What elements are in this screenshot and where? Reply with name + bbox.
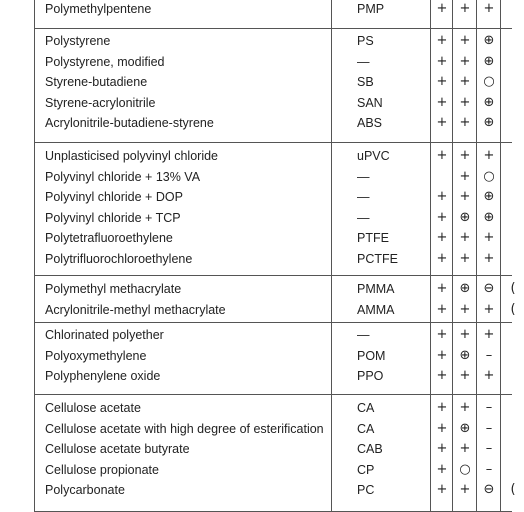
polymer-abbreviation: PMMA: [357, 282, 395, 296]
resistance-mark-col1: +: [436, 461, 448, 477]
resistance-mark-col1: +: [436, 301, 448, 317]
resistance-mark-col1: +: [436, 368, 448, 384]
polymer-abbreviation: PPO: [357, 369, 384, 384]
table-group-4: [34, 276, 516, 323]
resistance-mark-col2: +: [459, 33, 471, 48]
polymer-name: Polytrifluorochloroethylene: [45, 252, 193, 266]
resistance-mark-col1: +: [436, 230, 448, 246]
polymer-name: Cellulose propionate: [45, 462, 159, 477]
resistance-mark-col2: ⊕: [459, 347, 471, 363]
resistance-mark-col3: +: [483, 327, 495, 342]
resistance-mark-col2: +: [459, 368, 471, 384]
resistance-mark-col3: ⊕: [483, 53, 495, 69]
resistance-mark-col1: +: [436, 33, 448, 48]
resistance-mark-col1: +: [436, 327, 448, 342]
polymer-abbreviation: PMP: [357, 2, 385, 16]
table-group-1: [34, 0, 512, 29]
polymer-abbreviation: —: [357, 169, 370, 184]
resistance-mark-col3: ⊕: [483, 189, 495, 205]
table-row: [34, 73, 512, 93]
table-row: [34, 147, 512, 167]
resistance-mark-col2: ⊕: [459, 420, 471, 436]
table-row: [34, 440, 512, 460]
resistance-mark-col3: –: [485, 420, 493, 436]
polymer-name: Acrylonitrile-methyl methacrylate: [45, 302, 226, 317]
resistance-mark-col1: +: [436, 420, 448, 436]
resistance-mark-col2: +: [459, 74, 471, 90]
table-row: [34, 209, 512, 229]
table-row: [34, 347, 512, 367]
polymer-name: Polystyrene: [45, 34, 111, 48]
resistance-mark-col1: +: [436, 209, 448, 225]
table-row: [34, 53, 512, 73]
table-row: [34, 94, 512, 114]
resistance-mark-col2: +: [459, 251, 471, 266]
polymer-name: Styrene-acrylonitrile: [45, 95, 156, 110]
polymer-abbreviation: CA: [357, 421, 375, 436]
polymer-name: Cellulose acetate: [45, 401, 141, 415]
polymer-abbreviation: —: [357, 210, 370, 225]
polymer-name: Polyoxymethylene: [45, 348, 147, 363]
resistance-mark-col3: ⊕: [483, 94, 495, 110]
resistance-mark-col2: +: [459, 301, 471, 317]
polymer-name: Cellulose acetate butyrate: [45, 442, 190, 457]
resistance-mark-col4: (: [510, 301, 516, 317]
polymer-name: Unplasticised polyvinyl chloride: [45, 149, 218, 163]
resistance-mark-col3: +: [483, 1, 495, 16]
polymer-name: Polyvinyl chloride + 13% VA: [45, 169, 201, 184]
resistance-mark-col3: +: [483, 368, 495, 384]
table-row: [34, 250, 512, 270]
resistance-mark-col4: (: [510, 482, 516, 498]
table-row: [34, 367, 512, 387]
table-row: [34, 280, 516, 300]
polymer-abbreviation: ABS: [357, 116, 383, 131]
resistance-mark-col3: +: [483, 301, 495, 317]
polymer-name: Polymethyl methacrylate: [45, 282, 182, 296]
table-row: [34, 481, 516, 501]
table-row: [34, 229, 512, 249]
polymer-abbreviation: uPVC: [357, 149, 390, 163]
table-row: [34, 188, 512, 208]
polymer-name: Styrene-butadiene: [45, 75, 148, 90]
resistance-mark-col1: +: [436, 251, 448, 266]
resistance-mark-col3: +: [483, 230, 495, 246]
resistance-mark-col3: ⊖: [483, 482, 495, 498]
polymer-abbreviation: CAB: [357, 442, 383, 457]
resistance-mark-col2: +: [459, 482, 471, 498]
resistance-mark-col1: +: [436, 74, 448, 90]
polymer-name: Polytetrafluoroethylene: [45, 231, 173, 246]
table-group-3: [34, 143, 512, 276]
table-row: [34, 0, 512, 20]
resistance-mark-col1: +: [436, 1, 448, 16]
resistance-mark-col3: ⊕: [483, 33, 495, 48]
resistance-mark-col2: ⊕: [459, 209, 471, 225]
table-row: [34, 301, 516, 321]
polymer-abbreviation: SAN: [357, 95, 383, 110]
table-row: [34, 326, 512, 346]
resistance-mark-col2: ○: [459, 461, 471, 477]
resistance-mark-col3: ⊖: [483, 281, 495, 296]
polymer-abbreviation: —: [357, 328, 370, 342]
resistance-mark-col3: –: [485, 461, 493, 477]
resistance-mark-col2: +: [459, 441, 471, 457]
resistance-mark-col1: +: [436, 482, 448, 498]
resistance-mark-col2: +: [459, 327, 471, 342]
polymer-abbreviation: PTFE: [357, 231, 389, 246]
resistance-mark-col3: –: [485, 441, 493, 457]
resistance-mark-col1: +: [436, 441, 448, 457]
resistance-mark-col2: +: [459, 168, 471, 184]
resistance-mark-col2: +: [459, 94, 471, 110]
polymer-abbreviation: CP: [357, 462, 375, 477]
resistance-mark-col2: +: [459, 53, 471, 69]
polymer-abbreviation: PS: [357, 34, 374, 48]
resistance-mark-col2: +: [459, 230, 471, 246]
polymer-name: Cellulose acetate with high degree of esterification: [45, 421, 324, 436]
polymer-name: Acrylonitrile-butadiene-styrene: [45, 116, 214, 131]
polymer-name: Polyphenylene oxide: [45, 369, 161, 384]
resistance-mark-col3: –: [485, 347, 493, 363]
table-row: [34, 32, 512, 52]
resistance-mark-col3: –: [485, 400, 493, 415]
polymer-name: Polymethylpentene: [45, 2, 152, 16]
polymer-name: Chlorinated polyether: [45, 328, 164, 342]
table-row: [34, 399, 512, 419]
resistance-mark-col1: +: [436, 347, 448, 363]
resistance-mark-col1: +: [436, 148, 448, 163]
polymer-name: Polystyrene, modified: [45, 54, 165, 69]
resistance-mark-col3: +: [483, 251, 495, 266]
table-group-6: [34, 395, 516, 512]
resistance-mark-col1: +: [436, 115, 448, 131]
table-row: [34, 420, 512, 440]
resistance-mark-col3: ⊕: [483, 115, 495, 131]
polymer-abbreviation: PCTFE: [357, 252, 398, 266]
table-row: [34, 114, 512, 134]
resistance-mark-col3: +: [483, 148, 495, 163]
resistance-mark-col1: +: [436, 281, 448, 296]
resistance-mark-col2: +: [459, 1, 471, 16]
resistance-mark-col1: +: [436, 189, 448, 205]
resistance-mark-col2: ⊕: [459, 281, 471, 296]
resistance-mark-col1: +: [436, 94, 448, 110]
polymer-abbreviation: PC: [357, 483, 375, 498]
polymer-name: Polycarbonate: [45, 483, 125, 498]
resistance-mark-col4: (: [510, 281, 516, 296]
polymer-name: Polyvinyl chloride + TCP: [45, 210, 181, 225]
polymer-abbreviation: —: [357, 54, 370, 69]
polymer-abbreviation: POM: [357, 348, 386, 363]
table-group-5: [34, 323, 512, 395]
resistance-mark-col2: +: [459, 189, 471, 205]
polymer-abbreviation: AMMA: [357, 302, 395, 317]
table-row: [34, 168, 512, 188]
resistance-mark-col2: +: [459, 115, 471, 131]
polymer-abbreviation: SB: [357, 75, 374, 90]
resistance-mark-col3: ○: [483, 168, 495, 184]
table-group-2: [34, 29, 512, 143]
polymer-abbreviation: —: [357, 190, 370, 205]
resistance-mark-col1: +: [436, 53, 448, 69]
polymer-abbreviation: CA: [357, 401, 375, 415]
resistance-mark-col2: +: [459, 400, 471, 415]
table-row: [34, 461, 512, 481]
resistance-mark-col2: +: [459, 148, 471, 163]
resistance-mark-col3: ⊕: [483, 209, 495, 225]
resistance-mark-col1: +: [436, 400, 448, 415]
resistance-mark-col3: ○: [483, 74, 495, 90]
polymer-name: Polyvinyl chloride + DOP: [45, 190, 183, 205]
